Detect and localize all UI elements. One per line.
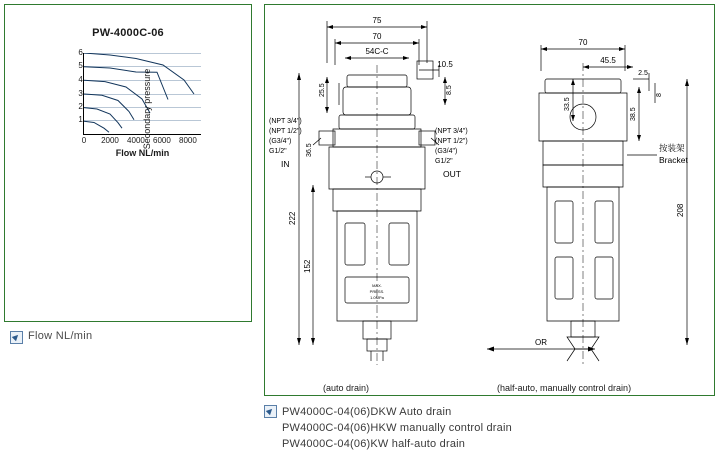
port-in-label-3: (G3/4") [269,138,292,145]
chart-ytick: 1 [78,115,83,125]
performance-chart-panel [4,4,252,322]
model-caption-block[interactable] [264,404,512,452]
port-out-label-2: (NPT 1/2") [435,138,468,145]
port-in-label-4: G1/2" [269,148,287,155]
chart-y-axis-label: Secondary pressure [142,68,152,150]
arrow-link-icon[interactable] [10,331,23,344]
dim-r-center-offset: 45.5 [600,56,616,65]
dim-r-small-2: 8 [656,93,663,97]
dimension-drawing-panel [264,4,715,396]
chart-xtick: 6000 [153,135,171,145]
dim-overall-height: 222 [288,211,297,225]
port-out-label-4: G1/2" [435,158,453,165]
dim-r-bracket-a: 33.5 [564,97,571,111]
port-out-label-3: (G3/4") [435,148,458,155]
model-line-auto-drain: PW4000C-04(06)DKW Auto drain [282,406,452,418]
chart-ytick: 4 [78,74,83,84]
or-label: OR [535,338,547,347]
model-line-half-auto-drain: PW4000C-04(06)KW half-auto drain [282,438,466,450]
chart-ytick: 5 [78,61,83,71]
dim-bowl-height: 152 [303,259,312,273]
dim-r-overall-height: 208 [676,203,685,217]
dim-r-top-width: 70 [578,38,588,47]
port-in-label-2: (NPT 1/2") [269,128,302,135]
chart-ytick: 6 [78,48,83,57]
dim-left-mid: 36.5 [306,143,313,157]
dim-r-bracket-b: 38.5 [630,107,637,121]
port-out-name: OUT [443,169,461,179]
port-in-label-1: (NPT 3/4") [269,118,302,125]
auto-drain-caption: (auto drain) [323,383,370,393]
model-line-manual-drain: PW4000C-04(06)HKW manually control drain [282,422,512,434]
port-in-name: IN [281,159,290,169]
port-out-label-1: (NPT 3/4") [435,128,468,135]
chart-xtick: 0 [81,135,87,145]
chart-xtick: 2000 [101,135,119,145]
dim-r-small-1: 2.5 [638,70,648,77]
chart-plot-area [78,48,201,158]
flow-caption-label: Flow NL/min [28,330,93,342]
manual-drain-drawing [505,5,715,395]
bracket-label-cn: 按装架 [659,143,685,153]
chart-ytick: 3 [78,88,83,98]
manual-drain-caption: (half-auto, manually control drain) [497,383,632,393]
chart-title: PW-4000C-06 [92,27,164,39]
dim-port-span: 54C-C [365,47,389,56]
auto-drain-drawing [267,5,497,395]
bowl-text-3: 1.0MPa [370,295,384,300]
bowl-text-2: PRESS. [369,289,385,294]
flow-pressure-chart [78,48,201,158]
chart-ytick: 2 [78,101,83,111]
dim-left-small: 25.5 [319,83,326,97]
dim-offset: 10.5 [437,60,453,69]
dim-bracket-h: 8.5 [446,85,453,95]
arrow-link-icon[interactable] [264,405,277,418]
dim-top-width: 75 [372,16,382,25]
bowl-text-1: MAX. [372,283,382,288]
model-caption-lines [282,404,512,452]
chart-x-axis-label: Flow NL/min [115,148,170,158]
flow-caption[interactable] [10,330,92,344]
dim-inner-width: 70 [372,32,382,41]
bracket-label-en: Bracket [659,155,688,165]
chart-xtick: 4000 [127,135,145,145]
chart-xtick: 8000 [178,135,197,145]
